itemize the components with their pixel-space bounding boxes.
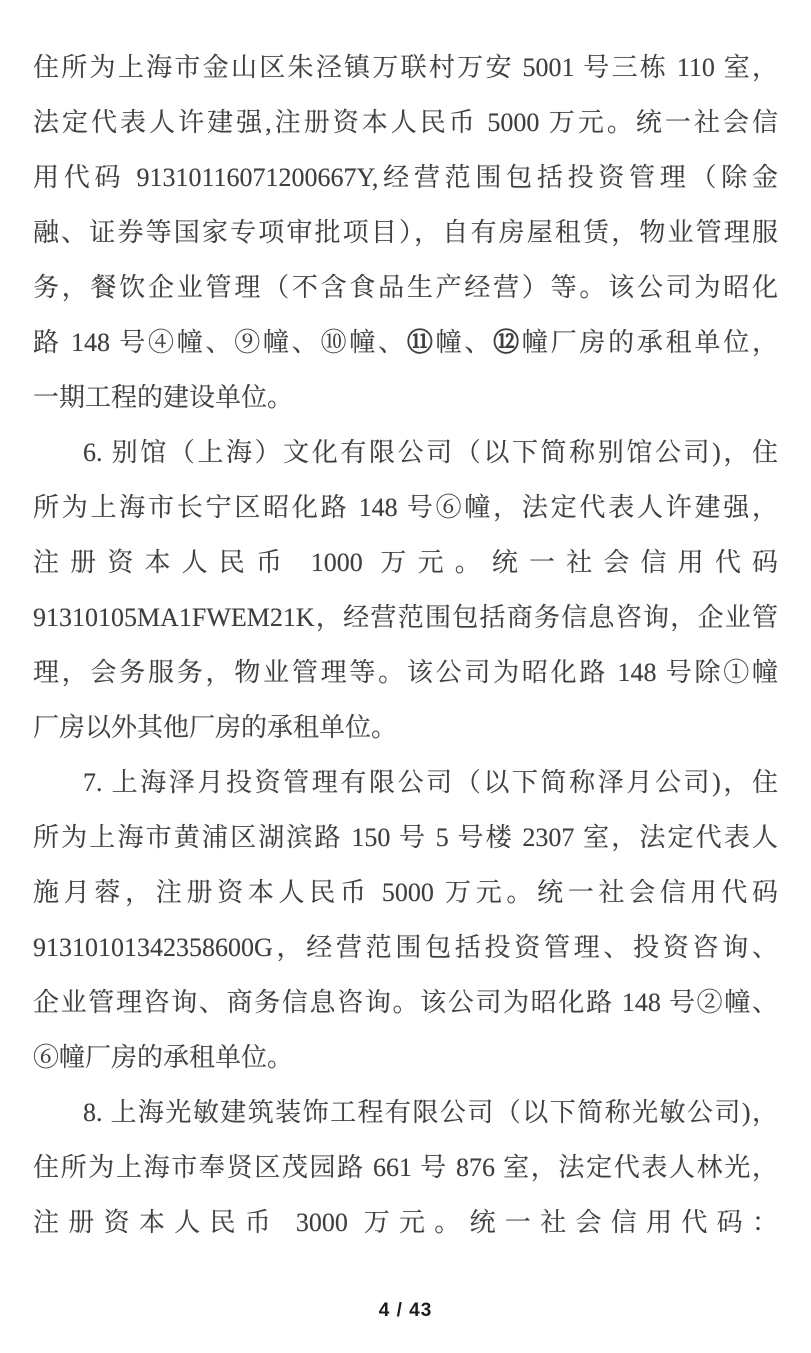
- text-segment: 幢厂房的承租单位，: [521, 328, 778, 357]
- text-line: [33, 40, 778, 95]
- text-segment: 8. 上海光敏建筑装饰工程有限公司（以下简称光敏公司)，: [83, 1098, 778, 1127]
- text-segment: 用代码 91310116071200667Y,经营范围包括投资管理（除金: [33, 163, 778, 192]
- text-segment: 企业管理咨询、商务信息咨询。该公司为昭化路 148 号②幢、: [33, 988, 778, 1017]
- text-segment: 务，餐饮企业管理（不含食品生产经营）等。该公司为昭化: [33, 273, 778, 302]
- text-segment: 施月蓉，注册资本人民币 5000 万元。统一社会信用代码: [33, 878, 778, 907]
- text-segment: 理，会务服务，物业管理等。该公司为昭化路 148 号除①幢: [33, 658, 778, 687]
- text-segment: 住所为上海市奉贤区茂园路 661 号 876 室，法定代表人林光，: [33, 1153, 778, 1182]
- text-line: [33, 315, 778, 370]
- text-segment: 幢、: [435, 328, 494, 357]
- text-line: [33, 480, 778, 535]
- text-line: [33, 535, 778, 590]
- text-line: [33, 1030, 778, 1085]
- text-line: [33, 755, 778, 810]
- text-segment: 路 148 号④幢、⑨幢、⑩幢、: [33, 328, 407, 357]
- text-line: [33, 975, 778, 1030]
- text-line: [33, 370, 778, 425]
- text-segment: 91310105MA1FWEM21K，经营范围包括商务信息咨询，企业管: [33, 603, 778, 632]
- text-line: [33, 1085, 778, 1140]
- text-segment: 注册资本人民币 3000 万元。统一社会信用代码：: [33, 1208, 778, 1237]
- text-segment: 法定代表人许建强,注册资本人民币 5000 万元。统一社会信: [33, 108, 778, 137]
- text-segment: 住所为上海市金山区朱泾镇万联村万安 5001 号三栋 110 室，: [33, 53, 778, 82]
- text-line: [33, 260, 778, 315]
- circled-number-bold: ⑫: [493, 328, 522, 357]
- text-segment: 注册资本人民币 1000 万元。统一社会信用代码: [33, 548, 778, 577]
- text-line: [33, 1195, 778, 1250]
- text-line: [33, 645, 778, 700]
- text-segment: 融、证券等国家专项审批项目），自有房屋租赁，物业管理服: [33, 218, 778, 247]
- text-segment: ⑥幢厂房的承租单位。: [33, 1043, 294, 1072]
- text-segment: 7. 上海泽月投资管理有限公司（以下简称泽月公司)，住: [83, 768, 778, 797]
- text-segment: 6. 别馆（上海）文化有限公司（以下简称别馆公司)，住: [83, 438, 778, 467]
- page-footer: [0, 1300, 811, 1322]
- text-line: [33, 920, 778, 975]
- text-line: [33, 150, 778, 205]
- text-line: [33, 865, 778, 920]
- text-line: [33, 700, 778, 755]
- text-segment: 一期工程的建设单位。: [33, 383, 294, 412]
- text-line: [33, 95, 778, 150]
- text-segment: 所为上海市黄浦区湖滨路 150 号 5 号楼 2307 室，法定代表人: [33, 823, 778, 852]
- text-line: [33, 425, 778, 480]
- text-segment: 厂房以外其他厂房的承租单位。: [33, 713, 398, 742]
- text-segment: 所为上海市长宁区昭化路 148 号⑥幢，法定代表人许建强，: [33, 493, 778, 522]
- text-line: [33, 205, 778, 260]
- text-line: [33, 810, 778, 865]
- text-line: [33, 1140, 778, 1195]
- text-line: [33, 590, 778, 645]
- text-segment: 91310101342358600G，经营范围包括投资管理、投资咨询、: [33, 933, 778, 962]
- circled-number-bold: ⑪: [406, 328, 436, 357]
- page-number-indicator: 4 / 43: [378, 1300, 433, 1321]
